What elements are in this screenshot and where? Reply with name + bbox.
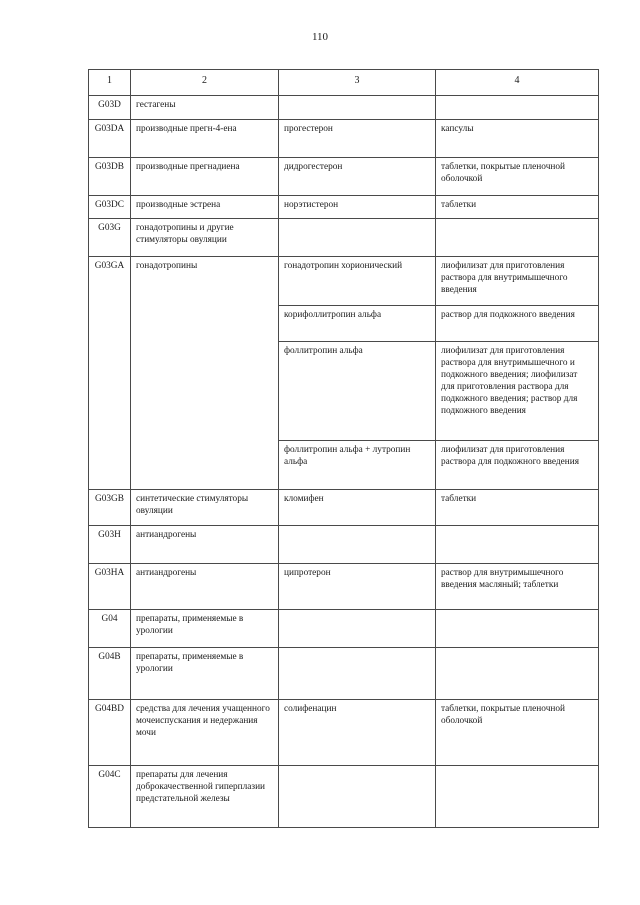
atc-code-cell: G04C bbox=[89, 766, 131, 828]
group-cell: синтетические стимуляторы овуляции bbox=[131, 490, 279, 526]
dosage-form-cell: лиофилизат для приготовления раствора для подкожного введения bbox=[436, 441, 599, 490]
drug-cell bbox=[279, 96, 436, 120]
dosage-form-cell: раствор для внутримышечного введения масляный; таблетки bbox=[436, 564, 599, 610]
group-cell: производные прегнадиена bbox=[131, 158, 279, 196]
atc-code-cell: G04B bbox=[89, 648, 131, 700]
column-header: 2 bbox=[131, 70, 279, 96]
table-row bbox=[89, 766, 599, 828]
drug-cell bbox=[279, 648, 436, 700]
dosage-form-cell: таблетки, покрытые пленочной оболочкой bbox=[436, 158, 599, 196]
group-cell: производные прегн-4-ена bbox=[131, 120, 279, 158]
table-row bbox=[89, 490, 599, 526]
table-row bbox=[89, 158, 599, 196]
table-row bbox=[89, 257, 599, 306]
dosage-form-cell: таблетки, покрытые пленочной оболочкой bbox=[436, 700, 599, 766]
drug-cell bbox=[279, 766, 436, 828]
column-header: 1 bbox=[89, 70, 131, 96]
group-cell: препараты, применяемые в урологии bbox=[131, 648, 279, 700]
atc-code-cell: G04 bbox=[89, 610, 131, 648]
atc-code-cell: G03HA bbox=[89, 564, 131, 610]
drug-cell bbox=[279, 610, 436, 648]
dosage-form-cell: таблетки bbox=[436, 196, 599, 219]
table-row bbox=[89, 196, 599, 219]
drug-cell: фоллитропин альфа + лутропин альфа bbox=[279, 441, 436, 490]
atc-code-cell: G04BD bbox=[89, 700, 131, 766]
drug-cell: норэтистерон bbox=[279, 196, 436, 219]
dosage-form-cell: раствор для подкожного введения bbox=[436, 306, 599, 342]
group-cell: производные эстрена bbox=[131, 196, 279, 219]
atc-code-cell: G03DB bbox=[89, 158, 131, 196]
drug-cell: фоллитропин альфа bbox=[279, 342, 436, 441]
drug-cell: дидрогестерон bbox=[279, 158, 436, 196]
dosage-form-cell: лиофилизат для приготовления раствора для внутримышечного введения bbox=[436, 257, 599, 306]
group-cell: препараты, применяемые в урологии bbox=[131, 610, 279, 648]
drug-cell: корифоллитропин альфа bbox=[279, 306, 436, 342]
table-row bbox=[89, 700, 599, 766]
table-row bbox=[89, 120, 599, 158]
dosage-form-cell bbox=[436, 766, 599, 828]
dosage-form-cell bbox=[436, 610, 599, 648]
drug-table bbox=[88, 69, 599, 828]
drug-cell: прогестерон bbox=[279, 120, 436, 158]
dosage-form-cell bbox=[436, 219, 599, 257]
atc-code-cell: G03G bbox=[89, 219, 131, 257]
drug-cell: кломифен bbox=[279, 490, 436, 526]
group-cell: антиандрогены bbox=[131, 526, 279, 564]
table-row bbox=[89, 648, 599, 700]
group-cell: гонадотропины bbox=[131, 257, 279, 490]
drug-cell: солифенацин bbox=[279, 700, 436, 766]
column-header: 3 bbox=[279, 70, 436, 96]
atc-code-cell: G03GB bbox=[89, 490, 131, 526]
table-header-row bbox=[89, 70, 599, 96]
drug-cell: ципротерон bbox=[279, 564, 436, 610]
drug-cell: гонадотропин хорионический bbox=[279, 257, 436, 306]
atc-code-cell: G03DC bbox=[89, 196, 131, 219]
group-cell: гестагены bbox=[131, 96, 279, 120]
dosage-form-cell bbox=[436, 648, 599, 700]
table-row bbox=[89, 96, 599, 120]
atc-code-cell: G03DA bbox=[89, 120, 131, 158]
table-row bbox=[89, 564, 599, 610]
atc-code-cell: G03D bbox=[89, 96, 131, 120]
dosage-form-cell bbox=[436, 526, 599, 564]
dosage-form-cell: таблетки bbox=[436, 490, 599, 526]
table-row bbox=[89, 610, 599, 648]
table-row bbox=[89, 526, 599, 564]
atc-code-cell: G03H bbox=[89, 526, 131, 564]
table-row bbox=[89, 219, 599, 257]
dosage-form-cell: лиофилизат для приготовления раствора для внутримышечного и подкожного введения; лиофилизат для приготовления раствора для подкожного введения; раствор для подкожного введения bbox=[436, 342, 599, 441]
group-cell: препараты для лечения доброкачественной гиперплазии предстательной железы bbox=[131, 766, 279, 828]
column-header: 4 bbox=[436, 70, 599, 96]
dosage-form-cell: капсулы bbox=[436, 120, 599, 158]
page-number: 110 bbox=[311, 31, 329, 43]
drug-cell bbox=[279, 219, 436, 257]
group-cell: антиандрогены bbox=[131, 564, 279, 610]
group-cell: средства для лечения учащенного мочеиспускания и недержания мочи bbox=[131, 700, 279, 766]
atc-code-cell: G03GA bbox=[89, 257, 131, 490]
group-cell: гонадотропины и другие стимуляторы овуляции bbox=[131, 219, 279, 257]
dosage-form-cell bbox=[436, 96, 599, 120]
drug-cell bbox=[279, 526, 436, 564]
